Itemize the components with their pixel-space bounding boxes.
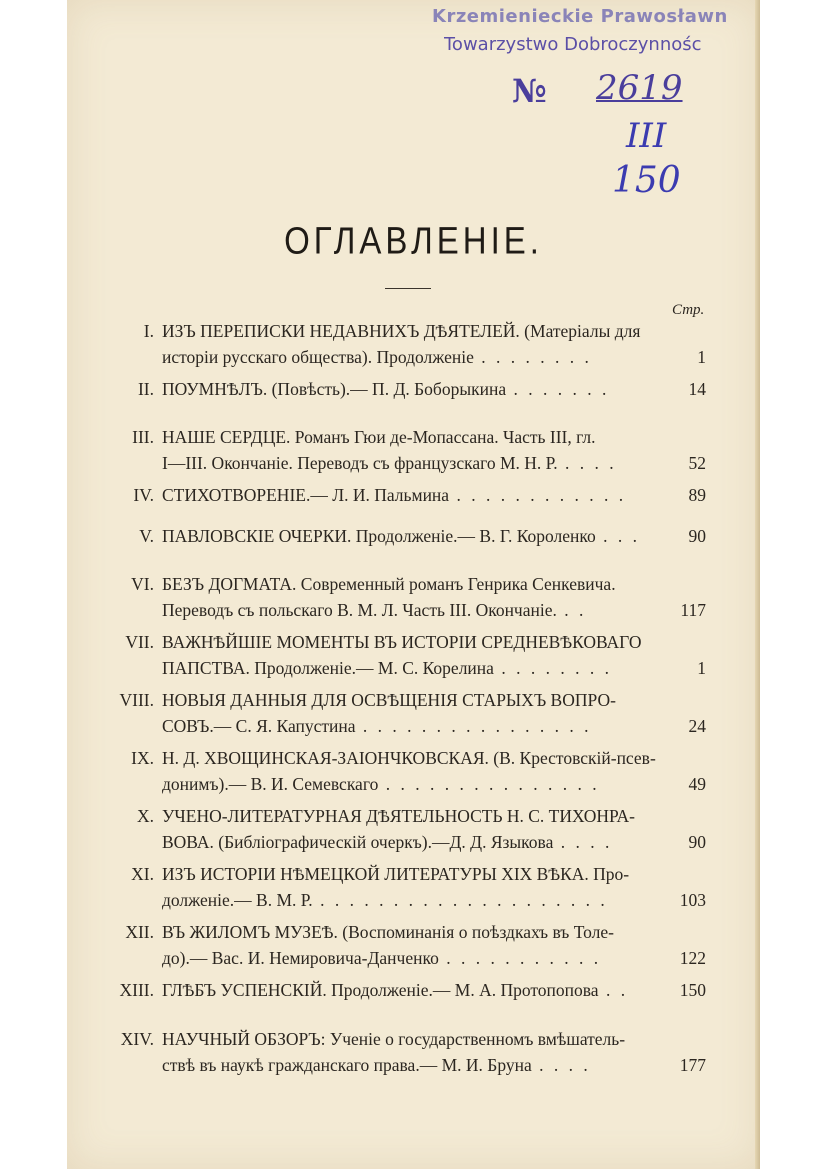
stamp-inventory-number: 2619	[596, 68, 683, 108]
toc-entry-text	[162, 1026, 662, 1078]
dot-leader: . . . . . . .	[506, 379, 610, 399]
toc-page-number: 89	[688, 485, 706, 505]
toc-entry-line	[162, 318, 662, 344]
toc-entry-text	[162, 977, 662, 1003]
toc-entry-number: IX.	[131, 748, 154, 768]
dot-leader: . . . . . . . . . . . . . . . . . . . .	[312, 890, 608, 910]
toc-entry	[110, 745, 710, 797]
toc-entry-line-text: ИЗЪ ПЕРЕПИСКИ НЕДАВНИХЪ ДѢЯТЕЛЕЙ. (Матеріалы для	[162, 321, 641, 341]
toc-entry-line	[162, 424, 662, 450]
toc-entry-line-text: ПОУМНѢЛЪ. (Повѣсть).— П. Д. Боборыкина	[162, 379, 507, 399]
stamp-number-sign: №	[512, 72, 547, 110]
toc-page-number: 122	[679, 948, 706, 968]
toc-entry-number: VIII.	[119, 690, 154, 710]
toc-entry-line	[162, 887, 662, 913]
toc-entry-number: XII.	[125, 922, 154, 942]
toc-entry-line	[162, 523, 662, 549]
toc-entry-text	[162, 571, 662, 623]
toc-page-number: 117	[680, 600, 706, 620]
dot-leader: . . . . . . . . . . . . . . . .	[355, 716, 592, 736]
handwritten-shelfmark-line1: III	[626, 116, 667, 156]
toc-entry-line	[162, 945, 662, 971]
toc-entry-line	[162, 597, 662, 623]
toc-entry	[110, 424, 710, 476]
toc-entry-line-text: ИЗЪ ИСТОРІИ НѢМЕЦКОЙ ЛИТЕРАТУРЫ XIX ВѢКА. Про-	[162, 864, 630, 884]
toc-entry-line-text: ствѣ въ наукѣ гражданскаго права.— М. И. Бруна	[162, 1055, 532, 1075]
page-edge	[755, 0, 760, 1169]
toc-entry	[110, 861, 710, 913]
toc-entry-number: XI.	[131, 864, 154, 884]
toc-entry-line-text: Н. Д. ХВОЩИНСКАЯ-ЗАІОНЧКОВСКАЯ. (В. Крестовскій-псев-	[162, 748, 656, 768]
toc-entry-text	[162, 424, 662, 476]
toc-page-number: 14	[688, 379, 706, 399]
toc-entry-line	[162, 861, 662, 887]
toc-entry	[110, 571, 710, 623]
toc-entry-line	[162, 687, 662, 713]
library-stamp-line2: Towarzystwo Dobroczynnośc	[444, 34, 702, 55]
toc-entry-line-text: донимъ).— В. И. Семевскаго	[162, 774, 379, 794]
toc-entry-line-text: СОВЪ.— С. Я. Капустина	[162, 716, 356, 736]
toc-entry-text	[162, 482, 662, 508]
dot-leader: . . . . . . . . . . . . . . .	[378, 774, 600, 794]
toc-entry-line	[162, 919, 662, 945]
toc-entry-line-text: I—III. Окончаніе. Переводъ съ французскаго М. Н. Р.	[162, 453, 558, 473]
toc-entry-number: I.	[143, 321, 154, 341]
toc-page-number: 24	[688, 716, 706, 736]
toc-entry	[110, 482, 710, 508]
toc-page-number: 1	[697, 347, 706, 367]
toc-entry	[110, 523, 710, 549]
toc-page-number: 1	[697, 658, 706, 678]
toc-entry	[110, 318, 710, 370]
toc-entry-line-text: ПАВЛОВСКІЕ ОЧЕРКИ. Продолженіе.— В. Г. Короленко	[162, 526, 596, 546]
toc-entry-line-text: ВОВА. (Библіографическій очеркъ).—Д. Д. Языкова	[162, 832, 554, 852]
dot-leader: . . .	[595, 526, 641, 546]
toc-entry-line	[162, 803, 662, 829]
title-divider	[385, 288, 431, 289]
toc-entry-line	[162, 482, 662, 508]
toc-entry-line-text: ВАЖНѢЙШІЕ МОМЕНТЫ ВЪ ИСТОРІИ СРЕДНЕВѢКОВАГО	[162, 632, 642, 652]
toc-entry-text	[162, 376, 662, 402]
toc-entry-line-text: ГЛѢБЪ УСПЕНСКІЙ. Продолженіе.— М. А. Протопопова	[162, 980, 599, 1000]
toc-page-number: 52	[688, 453, 706, 473]
toc-page-number: 177	[679, 1055, 706, 1075]
toc-entry-line	[162, 344, 662, 370]
toc-entry-text	[162, 919, 662, 971]
page-title: ОГЛАВЛЕНІЕ.	[284, 219, 543, 262]
toc-entry-number: V.	[139, 526, 154, 546]
dot-leader: . . . . . . . . . . .	[438, 948, 602, 968]
toc-entry-line	[162, 1026, 662, 1052]
toc-entry-line	[162, 713, 662, 739]
toc-entry-line-text: ПАПСТВА. Продолженіе.— М. С. Корелина	[162, 658, 494, 678]
page-column-label: Стр.	[672, 302, 705, 318]
toc-entry-number: XIII.	[119, 980, 154, 1000]
toc-entry-line-text: СТИХОТВОРЕНІЕ.— Л. И. Пальмина	[162, 485, 450, 505]
toc-entry-line-text: НОВЫЯ ДАННЫЯ ДЛЯ ОСВѢЩЕНІЯ СТАРЫХЪ ВОПРО-	[162, 690, 616, 710]
toc-entry-text	[162, 687, 662, 739]
toc-entry-text	[162, 861, 662, 913]
toc-entry-line-text: ВЪ ЖИЛОМЪ МУЗЕѢ. (Воспоминанія о поѣздкахъ въ Толе-	[162, 922, 614, 942]
toc-entry-line	[162, 977, 662, 1003]
dot-leader: . . . .	[553, 832, 613, 852]
toc-entry-line	[162, 655, 662, 681]
dot-leader: . . . .	[557, 453, 617, 473]
toc-entry-line	[162, 571, 662, 597]
toc-entry-number: XIV.	[120, 1029, 154, 1049]
toc-entry-line-text: Переводъ съ польскаго В. М. Л. Часть III. Окончаніе.	[162, 600, 557, 620]
dot-leader: . .	[598, 980, 629, 1000]
dot-leader: . . . . . . . .	[473, 347, 592, 367]
toc-entry-line	[162, 1052, 662, 1078]
toc-entry	[110, 629, 710, 681]
toc-entry-number: VI.	[131, 574, 154, 594]
handwritten-shelfmark-line2: 150	[612, 160, 681, 201]
toc-entry-text	[162, 523, 662, 549]
dot-leader: . . . .	[531, 1055, 591, 1075]
toc-page-number: 150	[679, 980, 706, 1000]
toc-entry-number: III.	[132, 427, 154, 447]
toc-entry-line-text: НАУЧНЫЙ ОБЗОРЪ: Ученіе о государственномъ вмѣшатель-	[162, 1029, 626, 1049]
toc-entry-line-text: исторіи русскаго общества). Продолженіе	[162, 347, 474, 367]
toc-entry-line-text: до).— Вас. И. Немировича-Данченко	[162, 948, 439, 968]
toc-entry-line	[162, 376, 662, 402]
toc-entry-text	[162, 803, 662, 855]
toc-entry-line-text: НАШЕ СЕРДЦЕ. Романъ Гюи де-Мопассана. Часть III, гл.	[162, 427, 596, 447]
toc-entry	[110, 1026, 710, 1078]
dot-leader: . . . . . . . .	[493, 658, 612, 678]
dot-leader: . . . . . . . . . . . .	[449, 485, 627, 505]
toc-entry	[110, 803, 710, 855]
toc-entry-line-text: БЕЗЪ ДОГМАТА. Современный романъ Генрика Сенкевича.	[162, 574, 616, 594]
toc-page-number: 49	[688, 774, 706, 794]
toc-entry-number: IV.	[133, 485, 154, 505]
toc-entry	[110, 376, 710, 402]
toc-entry-text	[162, 629, 662, 681]
toc-entry	[110, 977, 710, 1003]
toc-page-number: 90	[688, 526, 706, 546]
toc-entry-number: X.	[136, 806, 154, 826]
toc-entry	[110, 919, 710, 971]
toc-page-number: 90	[688, 832, 706, 852]
toc-entry	[110, 687, 710, 739]
dot-leader: . .	[556, 600, 587, 620]
toc-entry-line-text: долженіе.— В. М. Р.	[162, 890, 313, 910]
toc-entry-line	[162, 629, 662, 655]
toc-entry-line	[162, 829, 662, 855]
toc-entry-text	[162, 318, 662, 370]
toc-entry-number: VII.	[125, 632, 154, 652]
toc-entry-text	[162, 745, 662, 797]
toc-entry-line	[162, 771, 662, 797]
library-stamp-line1: Krzemienieckie Prawosławn	[432, 6, 728, 27]
toc-entry-line	[162, 450, 662, 476]
toc-entry-number: II.	[137, 379, 154, 399]
toc-page-number: 103	[679, 890, 706, 910]
toc-entry-line	[162, 745, 662, 771]
toc-entry-line-text: УЧЕНО-ЛИТЕРАТУРНАЯ ДѢЯТЕЛЬНОСТЬ Н. С. ТИХОНРА-	[162, 806, 635, 826]
